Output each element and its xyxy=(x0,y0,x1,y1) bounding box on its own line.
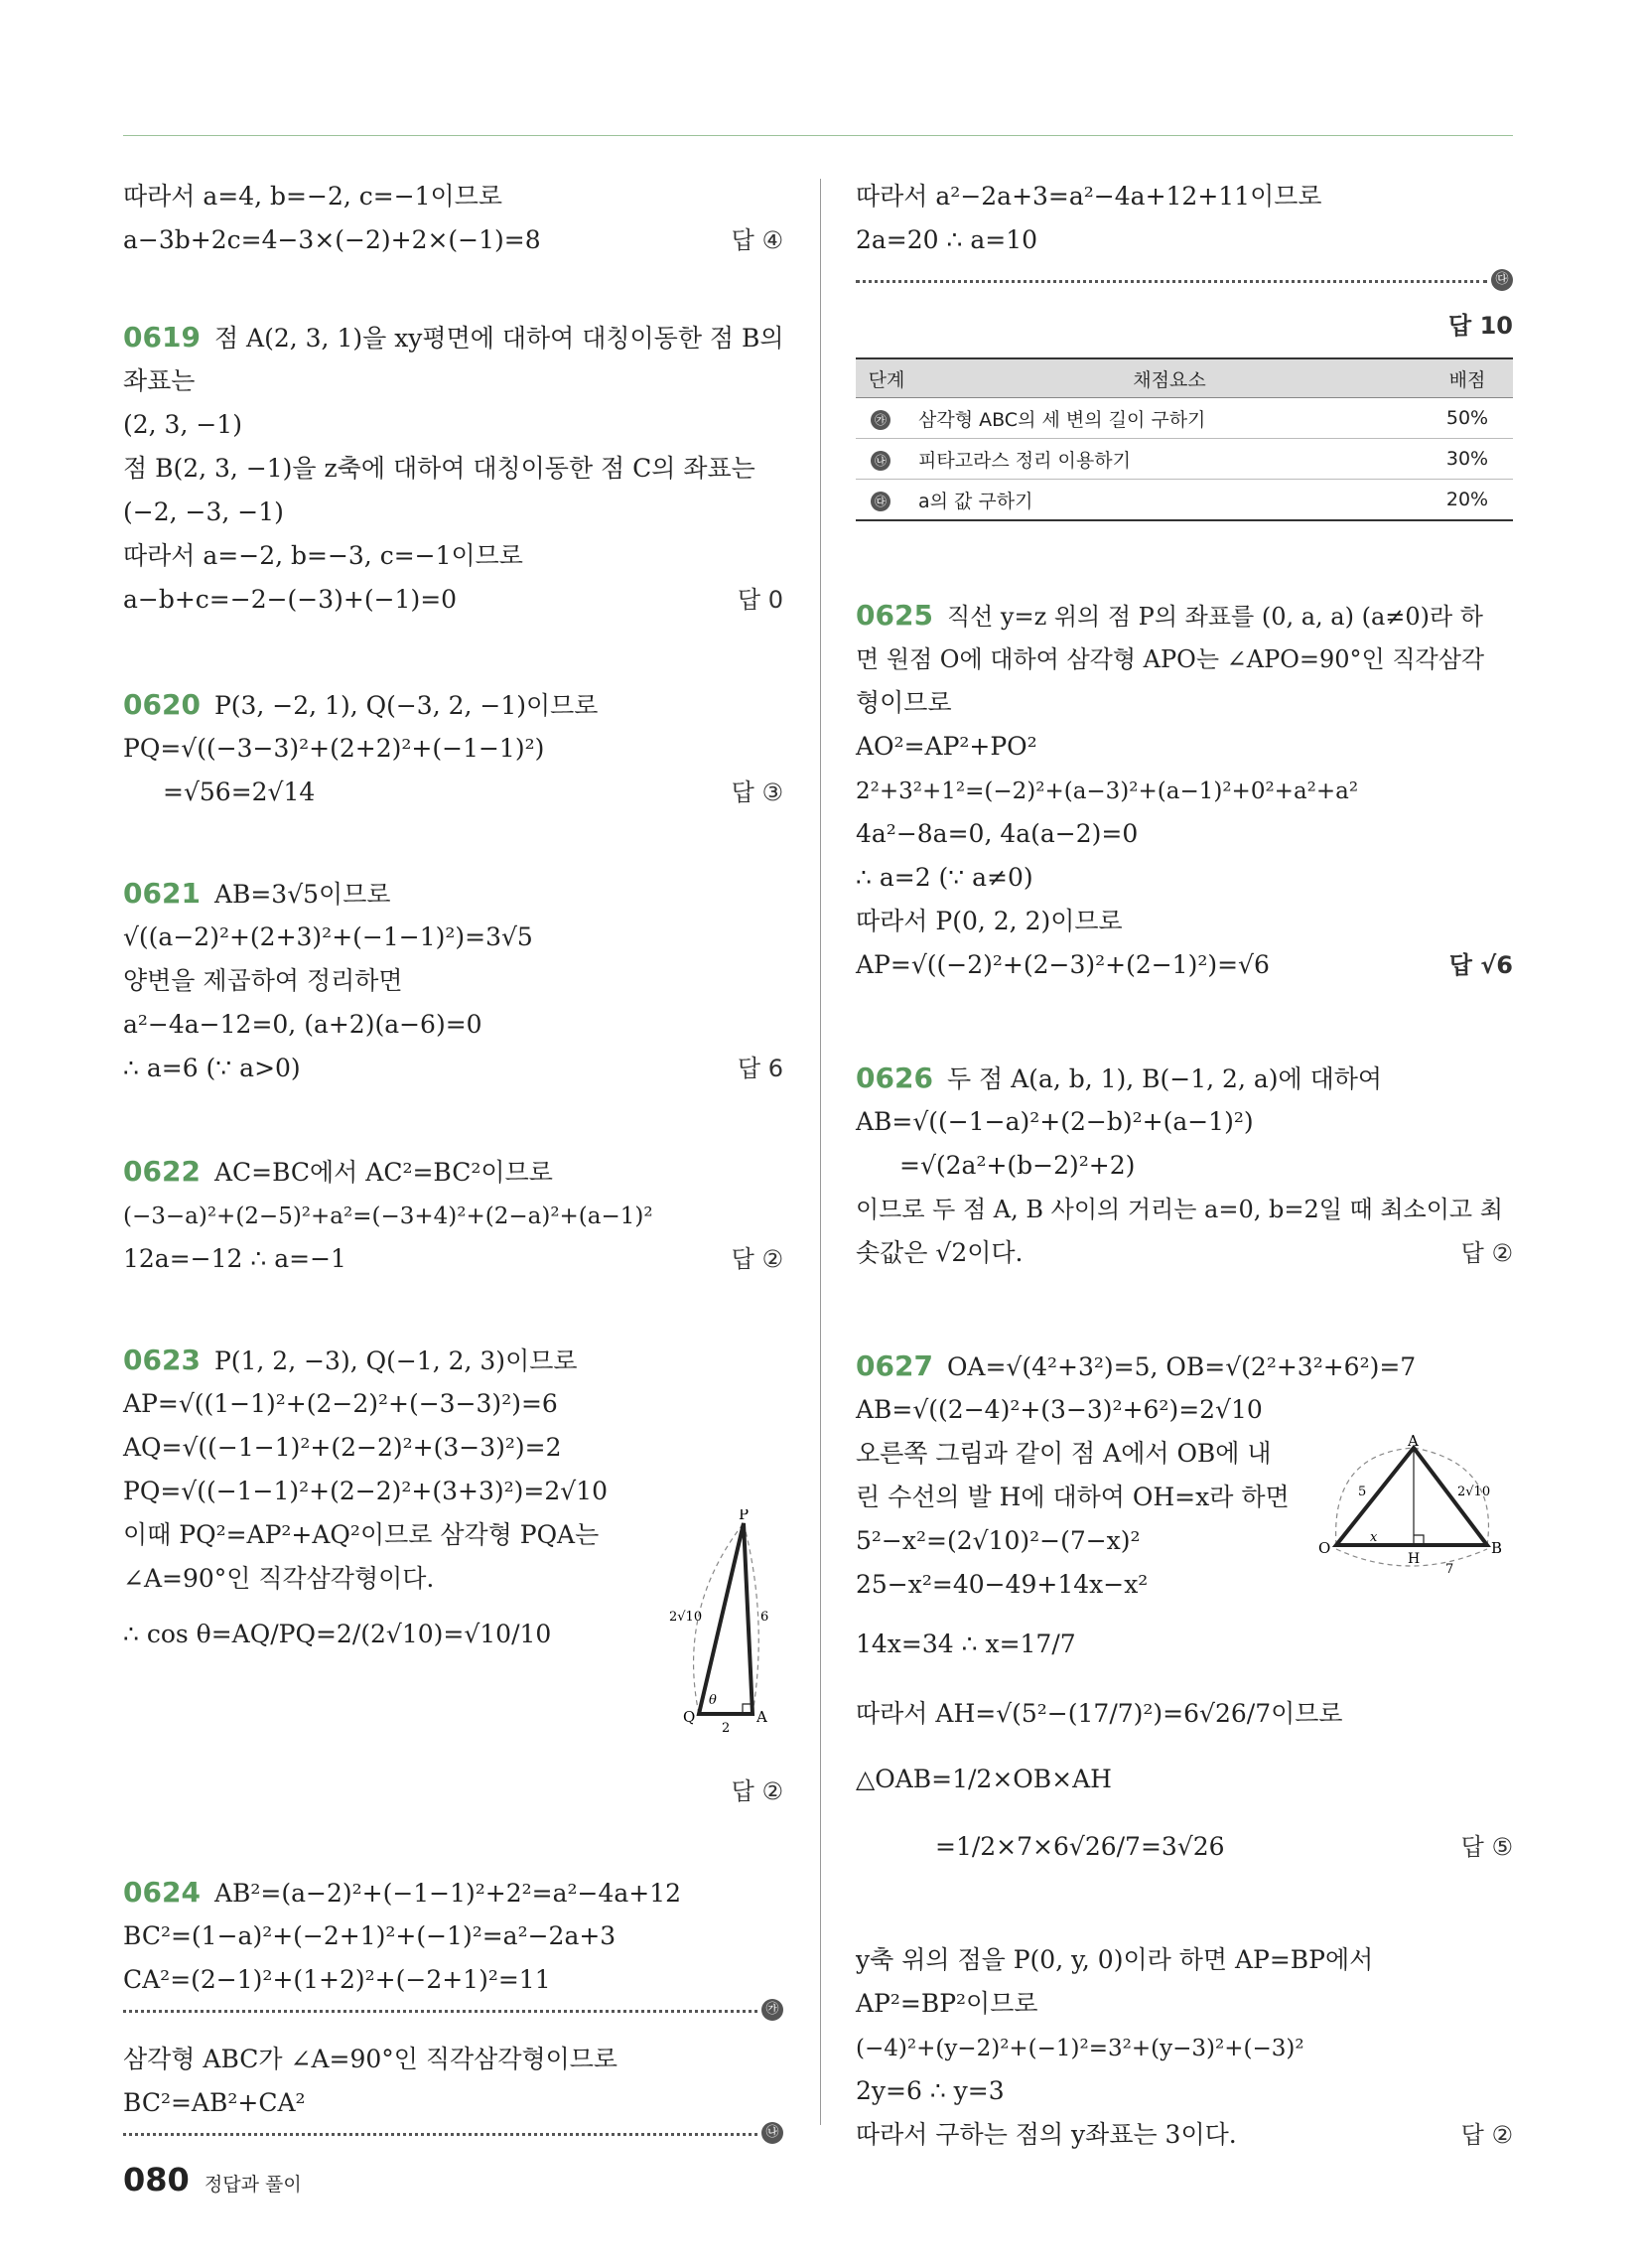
text-line: 따라서 a²−2a+3=a²−4a+12+11이므로 xyxy=(856,182,1322,211)
step-marker: ㉮ xyxy=(761,1999,783,2021)
table-cell: 50% xyxy=(1422,398,1513,439)
label-oa: 5 xyxy=(1358,1485,1367,1499)
text-line: 형이므로 xyxy=(856,688,952,717)
answer: 답 6 xyxy=(737,1055,783,1082)
problem-0621: 0621 AB=3√5이므로 xyxy=(123,877,391,910)
problem-number: 0621 xyxy=(123,877,201,910)
step-marker: ㉮ xyxy=(871,410,890,430)
text-line: 12a=−12 ∴ a=−1 답 ② xyxy=(123,1239,783,1279)
problem-0628: y축 위의 점을 P(0, y, 0)이라 하면 AP=BP에서 xyxy=(856,1945,1374,1974)
problem-number: 0619 xyxy=(123,321,201,354)
text-line: 따라서 구하는 점의 y좌표는 3이다. 답 ② xyxy=(856,2115,1513,2155)
text-line: 2²+3²+1²=(−2)²+(a−3)²+(a−1)²+0²+a²+a² xyxy=(856,779,1359,804)
text-line: AQ=√((−1−1)²+(2−2)²+(3−3)²)=2 xyxy=(123,1433,562,1462)
text-line: AO²=AP²+PO² xyxy=(856,732,1037,761)
page-number: 080 xyxy=(123,2161,190,2198)
text-line: 따라서 AH=√(5²−(17/7)²)=6√26/7이므로 xyxy=(856,1699,1343,1728)
label-o: O xyxy=(1318,1539,1331,1557)
text-line: (−4)²+(y−2)²+(−1)²=3²+(y−3)²+(−3)² xyxy=(856,2036,1304,2061)
step-divider xyxy=(123,2010,757,2013)
text-line: a−3b+2c=4−3×(−2)+2×(−1)=8 답 ④ xyxy=(123,220,783,260)
text-line xyxy=(856,306,1513,346)
answer: 답 10 xyxy=(1448,312,1513,340)
problem-0620: 0620 P(3, −2, 1), Q(−3, 2, −1)이므로 xyxy=(123,688,599,721)
step-marker: ㉯ xyxy=(761,2122,783,2144)
triangle-shape xyxy=(699,1523,753,1714)
table-header-row xyxy=(856,358,1513,398)
figure-triangle-pqa xyxy=(669,1509,783,1738)
table-header: 채점요소 xyxy=(917,358,1422,398)
text-line: (2, 3, −1) xyxy=(123,410,242,439)
problem-number: 0627 xyxy=(856,1349,933,1382)
text-line: √((a−2)²+(2+3)²+(−1−1)²)=3√5 xyxy=(123,922,533,951)
column-divider xyxy=(820,179,821,2125)
text-line: =1/2×7×6√26/7=3√26 답 ⑤ xyxy=(856,1827,1513,1867)
text-line: 따라서 a=4, b=−2, c=−1이므로 xyxy=(123,182,502,211)
problem-0627: 0627 OA=√(4²+3²)=5, OB=√(2²+3²+6²)=7 xyxy=(856,1349,1417,1382)
answer: 답 ② xyxy=(1460,2121,1513,2149)
label-side: 6 xyxy=(760,1610,769,1625)
text-line: 이므로 두 점 A, B 사이의 거리는 a=0, b=2일 때 최소이고 최 xyxy=(856,1196,1503,1223)
problem-number: 0626 xyxy=(856,1062,933,1094)
text-line: AB=√((−1−a)²+(2−b)²+(a−1)²) xyxy=(856,1107,1254,1136)
label-base: 2 xyxy=(722,1721,731,1736)
top-rule xyxy=(123,135,1513,136)
text-line: (−2, −3, −1) xyxy=(123,497,284,526)
text-line: 따라서 a=−2, b=−3, c=−1이므로 xyxy=(123,541,523,570)
table-row xyxy=(856,480,1513,521)
table-cell: 20% xyxy=(1422,480,1513,521)
text-line: AP=√((−2)²+(2−3)²+(2−1)²)=√6 답 √6 xyxy=(856,945,1513,985)
text-line: AP²=BP²이므로 xyxy=(856,1989,1038,2018)
answer: 답 ④ xyxy=(731,226,783,254)
label-a: A xyxy=(1408,1434,1419,1450)
text-line: 좌표는 xyxy=(123,366,196,395)
text-line: PQ=√((−1−1)²+(2−2)²+(3+3)²)=2√10 xyxy=(123,1477,609,1505)
text-line: ∴ a=6 (∵ a>0) 답 6 xyxy=(123,1049,783,1088)
step-marker: ㉰ xyxy=(871,492,890,511)
label-ab: 2√10 xyxy=(1457,1485,1491,1499)
label-x: x xyxy=(1370,1530,1378,1545)
text-line: 2a=20 ∴ a=10 xyxy=(856,225,1038,254)
label-q: Q xyxy=(683,1708,696,1726)
text-line: AB=√((2−4)²+(3−3)²+6²)=2√10 xyxy=(856,1395,1263,1424)
problem-number: 0623 xyxy=(123,1344,201,1376)
page-footer xyxy=(123,2161,302,2198)
table-row xyxy=(856,439,1513,480)
figure-triangle-oab xyxy=(1310,1434,1513,1593)
table-header: 단계 xyxy=(856,358,917,398)
text-line: BC²=(1−a)²+(−2+1)²+(−1)²=a²−2a+3 xyxy=(123,1921,616,1950)
table-cell: 피타고라스 정리 이용하기 xyxy=(917,439,1422,480)
text-line: =√(2a²+(b−2)²+2) xyxy=(899,1151,1136,1180)
label-h: H xyxy=(1408,1551,1421,1567)
text-line: 따라서 P(0, 2, 2)이므로 xyxy=(856,907,1123,935)
problem-0623: 0623 P(1, 2, −3), Q(−1, 2, 3)이므로 xyxy=(123,1344,578,1376)
problem-0622: 0622 AC=BC에서 AC²=BC²이므로 xyxy=(123,1155,553,1188)
text-line: ∠A=90°인 직각삼각형이다. xyxy=(123,1564,435,1593)
text-line: a²−4a−12=0, (a+2)(a−6)=0 xyxy=(123,1010,482,1039)
text-line: 솟값은 √2이다. 답 ② xyxy=(856,1233,1513,1273)
text-line: ∴ a=2 (∵ a≠0) xyxy=(856,863,1033,892)
table-row xyxy=(856,398,1513,439)
text-line: CA²=(2−1)²+(1+2)²+(−2+1)²=11 xyxy=(123,1965,551,1994)
step-divider xyxy=(123,2133,757,2136)
text-line: AP=√((1−1)²+(2−2)²+(−3−3)²)=6 xyxy=(123,1389,558,1418)
text-line: (−3−a)²+(2−5)²+a²=(−3+4)²+(2−a)²+(a−1)² xyxy=(123,1204,653,1229)
problem-0624: 0624 AB²=(a−2)²+(−1−1)²+2²=a²−4a+12 xyxy=(123,1876,682,1909)
text-line: 4a²−8a=0, 4a(a−2)=0 xyxy=(856,819,1139,848)
step-marker: ㉰ xyxy=(1491,269,1513,291)
step-divider xyxy=(856,280,1487,283)
text-line: △OAB=1/2×OB×AH xyxy=(856,1765,1112,1793)
answer: 답 ② xyxy=(731,1777,783,1805)
text-line: 린 수선의 발 H에 대하여 OH=x라 하면 xyxy=(856,1483,1290,1511)
problem-number: 0622 xyxy=(123,1155,201,1188)
problem-0625: 0625 직선 y=z 위의 점 P의 좌표를 (0, a, a) (a≠0)라 하 xyxy=(856,599,1483,632)
answer: 답 ② xyxy=(731,1245,783,1273)
text-line: 삼각형 ABC가 ∠A=90°인 직각삼각형이므로 xyxy=(123,2045,618,2073)
text-line xyxy=(123,1772,783,1811)
table-cell: a의 값 구하기 xyxy=(917,480,1422,521)
table-header: 배점 xyxy=(1422,358,1513,398)
answer: 답 ⑤ xyxy=(1460,1833,1513,1861)
step-marker: ㉯ xyxy=(871,451,890,471)
label-ob: 7 xyxy=(1445,1562,1454,1577)
text-line: 점 B(2, 3, −1)을 z축에 대하여 대칭이동한 점 C의 좌표는 xyxy=(123,454,755,483)
text-line: ∴ cos θ=AQ/PQ=2/(2√10)=√10/10 xyxy=(123,1620,552,1648)
text-line: a−b+c=−2−(−3)+(−1)=0 답 0 xyxy=(123,580,783,620)
text-line: BC²=AB²+CA² xyxy=(123,2088,306,2117)
answer: 답 √6 xyxy=(1448,951,1513,979)
text-line: 2y=6 ∴ y=3 xyxy=(856,2076,1005,2105)
text-line: PQ=√((−3−3)²+(2+2)²+(−1−1)²) xyxy=(123,734,545,763)
label-theta: θ xyxy=(709,1693,717,1708)
table-cell: 삼각형 ABC의 세 변의 길이 구하기 xyxy=(917,398,1422,439)
label-hyp: 2√10 xyxy=(669,1610,703,1625)
label-p: P xyxy=(739,1509,750,1523)
problem-number: 0625 xyxy=(856,599,933,632)
label-b: B xyxy=(1491,1539,1503,1557)
problem-number: 0624 xyxy=(123,1876,201,1909)
text-line: 이때 PQ²=AP²+AQ²이므로 삼각형 PQA는 xyxy=(123,1520,600,1549)
answer: 답 0 xyxy=(737,586,783,614)
scoring-table xyxy=(856,357,1513,521)
answer: 답 ③ xyxy=(731,779,783,806)
text-line: 5²−x²=(2√10)²−(7−x)² xyxy=(856,1526,1141,1555)
text-line: 오른쪽 그림과 같이 점 A에서 OB에 내 xyxy=(856,1439,1272,1468)
problem-0626: 0626 두 점 A(a, b, 1), B(−1, 2, a)에 대하여 xyxy=(856,1062,1383,1094)
footer-label: 정답과 풀이 xyxy=(204,2174,302,2196)
text-line: 양변을 제곱하여 정리하면 xyxy=(123,966,403,995)
table-cell: 30% xyxy=(1422,439,1513,480)
text-line: 25−x²=40−49+14x−x² xyxy=(856,1570,1149,1599)
answer: 답 ② xyxy=(1460,1239,1513,1267)
text-line: =√56=2√14 답 ③ xyxy=(123,773,783,812)
label-a: A xyxy=(756,1708,767,1726)
problem-0619: 0619 점 A(2, 3, 1)을 xy평면에 대하여 대칭이동한 점 B의 xyxy=(123,321,784,354)
text-line: 14x=34 ∴ x=17/7 xyxy=(856,1630,1076,1658)
text-line: 면 원점 O에 대하여 삼각형 APO는 ∠APO=90°인 직각삼각 xyxy=(856,645,1485,673)
problem-number: 0620 xyxy=(123,688,201,721)
